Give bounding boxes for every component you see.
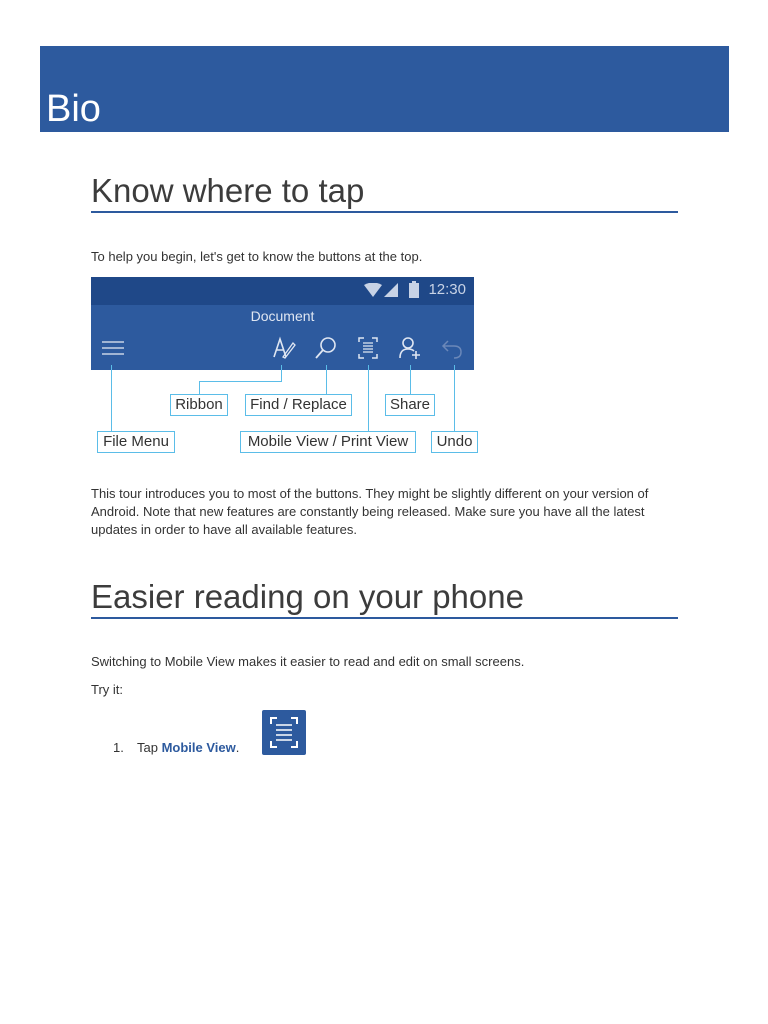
mobile-view-intro: Switching to Mobile View makes it easier to read and edit on small screens.	[91, 654, 525, 669]
mobile-view-button[interactable]	[262, 710, 306, 755]
callout-share: Share	[385, 394, 435, 416]
phone-status-bar	[91, 277, 474, 305]
toolbar-illustration	[91, 277, 481, 462]
share-icon	[397, 335, 423, 361]
section-heading-easier-reading: Easier reading on your phone	[91, 578, 524, 615]
callout-undo: Undo	[431, 431, 478, 453]
heading-underline	[91, 617, 678, 619]
tour-text: This tour introduces you to most of the buttons. They might be slightly different on your version of Android. Note that new features are constantly being released. Make sure you have all the latest updates in order to have all available features.	[91, 486, 649, 537]
mobile-view-connector	[368, 365, 369, 431]
ribbon-connector	[281, 365, 282, 381]
share-connector	[410, 365, 411, 395]
callout-file-menu: File Menu	[97, 431, 175, 453]
try-it-label: Try it:	[91, 682, 124, 697]
search-icon	[313, 335, 339, 361]
phone-app-bar	[91, 305, 474, 370]
document-title: Document	[250, 308, 315, 324]
wifi-icon	[364, 283, 382, 297]
undo-connector	[454, 365, 455, 431]
callout-mobile-print-view: Mobile View / Print View	[240, 431, 416, 453]
status-time: 12:30	[428, 281, 466, 298]
step-prefix: Tap	[137, 740, 162, 755]
ribbon-icon	[271, 335, 297, 361]
heading-underline	[91, 211, 678, 213]
step-suffix: .	[235, 740, 240, 755]
hamburger-menu-icon	[100, 335, 126, 361]
intro-text: To help you begin, let's get to know the buttons at the top.	[91, 249, 423, 264]
undo-icon	[440, 335, 466, 361]
section-heading-know-where-to-tap: Know where to tap	[91, 172, 365, 209]
signal-icon	[384, 283, 398, 297]
mobile-view-icon	[262, 710, 306, 755]
callout-ribbon: Ribbon	[170, 394, 228, 416]
ribbon-connector-v	[199, 381, 200, 394]
list-item	[113, 740, 239, 755]
callout-find-replace: Find / Replace	[245, 394, 352, 416]
mobile-view-link[interactable]: Mobile View	[161, 740, 236, 755]
mobile-view-icon	[355, 335, 381, 361]
find-replace-connector	[326, 365, 327, 395]
ribbon-connector-h	[199, 381, 282, 382]
header-banner	[40, 46, 729, 132]
list-number: 1.	[113, 740, 124, 755]
banner-title: Bio	[46, 88, 101, 130]
battery-icon	[409, 281, 419, 298]
file-menu-connector	[111, 365, 112, 431]
